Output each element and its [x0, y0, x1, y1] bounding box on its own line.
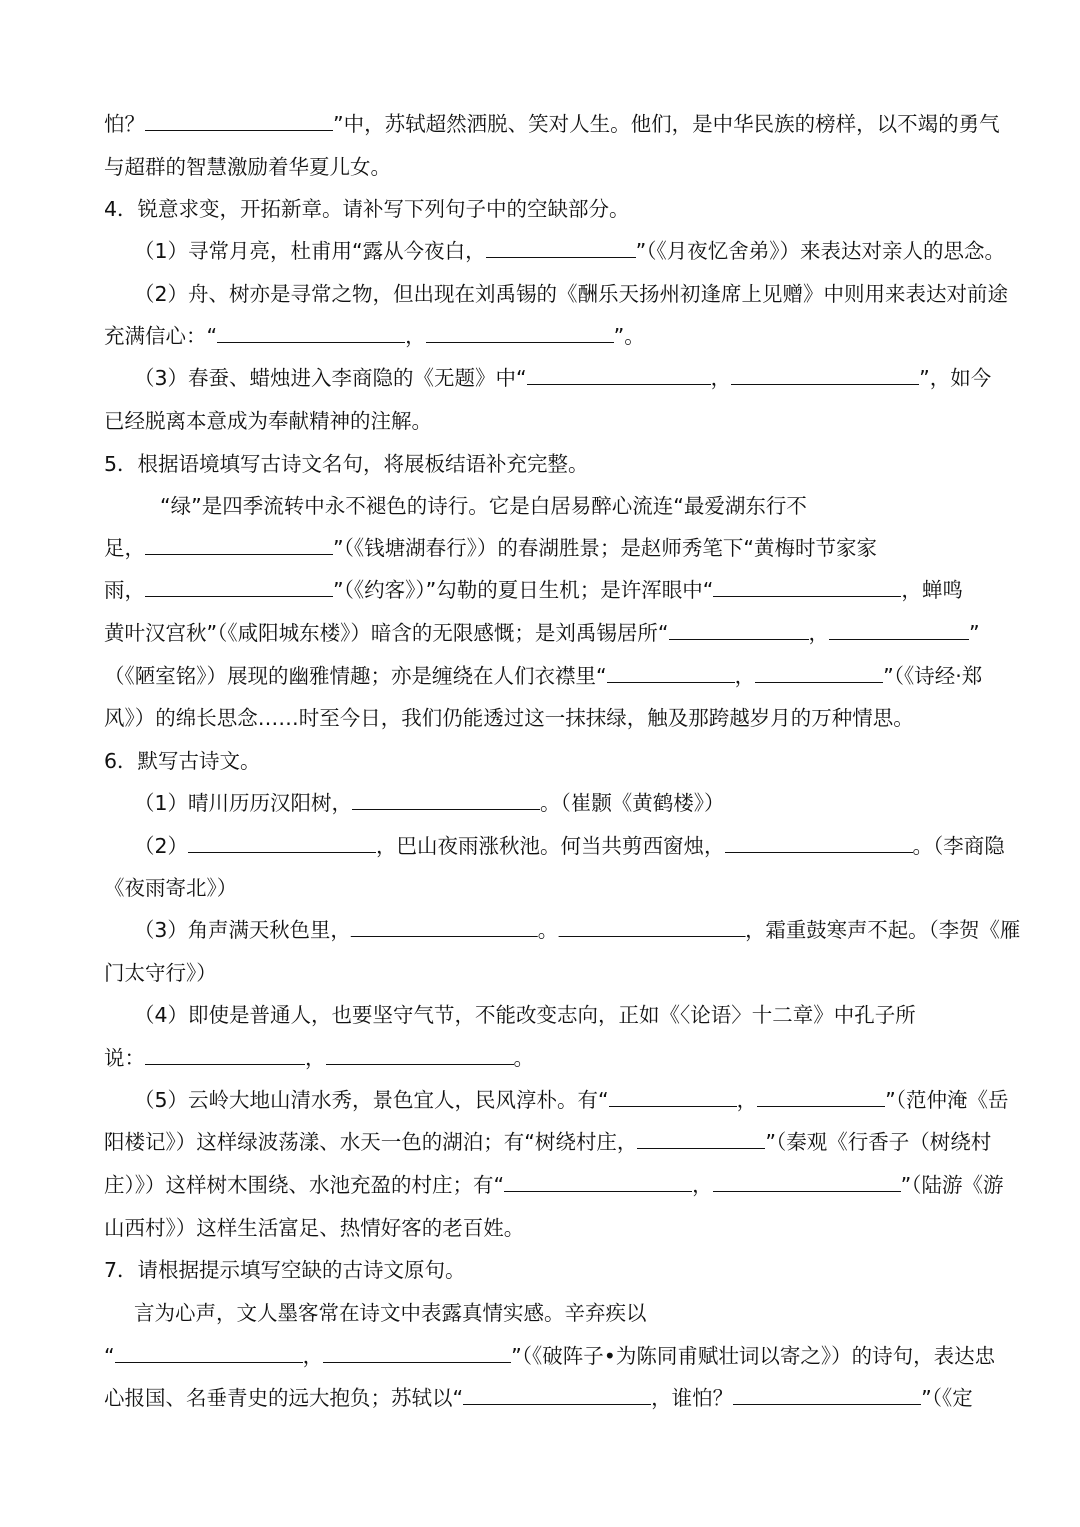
question-7-heading: 7．请根据提示填写空缺的古诗文原句。 [104, 1258, 466, 1282]
answer-blank[interactable] [733, 1388, 921, 1405]
text-line: 言为心声，文人墨客常在诗文中表露真情实感。辛弃疾以 [134, 1301, 647, 1325]
answer-blank[interactable] [115, 1346, 303, 1363]
answer-blank[interactable] [188, 836, 376, 853]
answer-blank[interactable] [755, 666, 883, 683]
answer-blank[interactable] [145, 580, 333, 597]
answer-blank[interactable] [731, 368, 919, 385]
text-line: 山西村》）这样生活富足、热情好客的老百姓。 [104, 1216, 525, 1240]
answer-blank[interactable] [607, 666, 735, 683]
answer-blank[interactable] [217, 326, 405, 343]
text-line: 说： ， 。 [104, 1046, 534, 1070]
text-line: 与超群的智慧激励着华夏儿女。 [104, 155, 391, 179]
text-line: （2） ，巴山夜雨涨秋池。何当共剪西窗烛， 。（李商隐 [134, 834, 1005, 858]
text-line: （1）晴川历历汉阳树， 。（崔颢《黄鹤楼》） [134, 791, 725, 815]
answer-blank[interactable] [527, 368, 711, 385]
answer-blank[interactable] [757, 1090, 885, 1107]
answer-blank[interactable] [352, 793, 540, 810]
text-line: 《夜雨寄北》） [104, 876, 238, 900]
text-line: （《陋室铭》）展现的幽雅情趣；亦是缠绕在人们衣襟里“ ， ”（《诗经·郑 [104, 664, 983, 688]
text-line: 庄）》）这样树木围绕、水池充盈的村庄；有“ ， ”（陆游《游 [104, 1173, 1004, 1197]
answer-blank[interactable] [323, 1346, 511, 1363]
text-line: 黄叶汉宫秋”（《咸阳城东楼》）暗含的无限感慨；是刘禹锡居所“ ， ” [104, 621, 980, 645]
answer-blank[interactable] [145, 1048, 305, 1065]
text-line: （4）即使是普通人，也要坚守气节，不能改变志向，正如《〈论语〉十二章》中孔子所 [134, 1003, 916, 1027]
answer-blank[interactable] [609, 1090, 737, 1107]
answer-blank[interactable] [145, 538, 333, 555]
text-line: 充满信心：“ ， ”。 [104, 324, 645, 348]
answer-blank[interactable] [713, 580, 901, 597]
text-line: 足， ”（《钱塘湖春行》）的春湖胜景；是赵师秀笔下“黄梅时节家家 [104, 536, 877, 560]
answer-blank[interactable] [504, 1175, 692, 1192]
text-line: “绿”是四季流转中永不褪色的诗行。它是白居易醉心流连“最爱湖东行不 [160, 494, 807, 518]
answer-blank[interactable] [326, 1048, 514, 1065]
answer-blank[interactable] [713, 1175, 901, 1192]
text-line: 风》）的绵长思念……时至今日，我们仍能透过这一抹抹绿，触及那跨越岁月的万种情思。 [104, 706, 914, 730]
answer-blank[interactable] [463, 1388, 651, 1405]
text-line: 怕？ ”中，苏轼超然洒脱、笑对人生。他们，是中华民族的榜样，以不竭的勇气 [104, 112, 1000, 136]
question-6-heading: 6．默写古诗文。 [104, 749, 261, 773]
text-line: （2）舟、树亦是寻常之物，但出现在刘禹锡的《酬乐天扬州初逢席上见赠》中则用来表达对前途 [134, 282, 1009, 306]
answer-blank[interactable] [486, 241, 636, 258]
text-line: （3）春蚕、蜡烛进入李商隐的《无题》中“ ， ”，如今 [134, 366, 992, 390]
text-line: 心报国、名垂青史的远大抱负；苏轼以“ ，谁怕？ ”（《定 [104, 1386, 973, 1410]
answer-blank[interactable] [426, 326, 614, 343]
text-line: 雨， ”（《约客》）”勾勒的夏日生机；是许浑眼中“ ，蝉鸣 [104, 578, 963, 602]
text-line: （5）云岭大地山清水秀，景色宜人，民风淳朴。有“ ， ”（范仲淹《岳 [134, 1088, 1009, 1112]
question-5-heading: 5．根据语境填写古诗文名句，将展板结语补充完整。 [104, 452, 589, 476]
answer-blank[interactable] [725, 836, 913, 853]
question-4-heading: 4．锐意求变，开拓新章。请补写下列句子中的空缺部分。 [104, 197, 630, 221]
answer-blank[interactable] [669, 623, 809, 640]
answer-blank[interactable] [351, 920, 538, 937]
answer-blank[interactable] [637, 1132, 765, 1149]
text-line: 阳楼记》）这样绿波荡漾、水天一色的湖泊；有“树绕村庄， ”（秦观《行香子（树绕村 [104, 1130, 992, 1154]
text-line: “ ， ”（《破阵子•为陈同甫赋壮词以寄之》）的诗句，表达忠 [104, 1344, 996, 1368]
text-line: 门太守行》） [104, 961, 217, 985]
text-line: （1）寻常月亮，杜甫用“露从今夜白， ”（《月夜忆舍弟》）来表达对亲人的思念。 [134, 239, 1006, 263]
text-line: 已经脱离本意成为奉献精神的注解。 [104, 409, 432, 433]
answer-blank[interactable] [145, 114, 333, 131]
text-line: （3）角声满天秋色里， 。 ，霜重鼓寒声不起。（李贺《雁 [134, 918, 1021, 942]
answer-blank[interactable] [829, 623, 969, 640]
answer-blank[interactable] [558, 920, 745, 937]
